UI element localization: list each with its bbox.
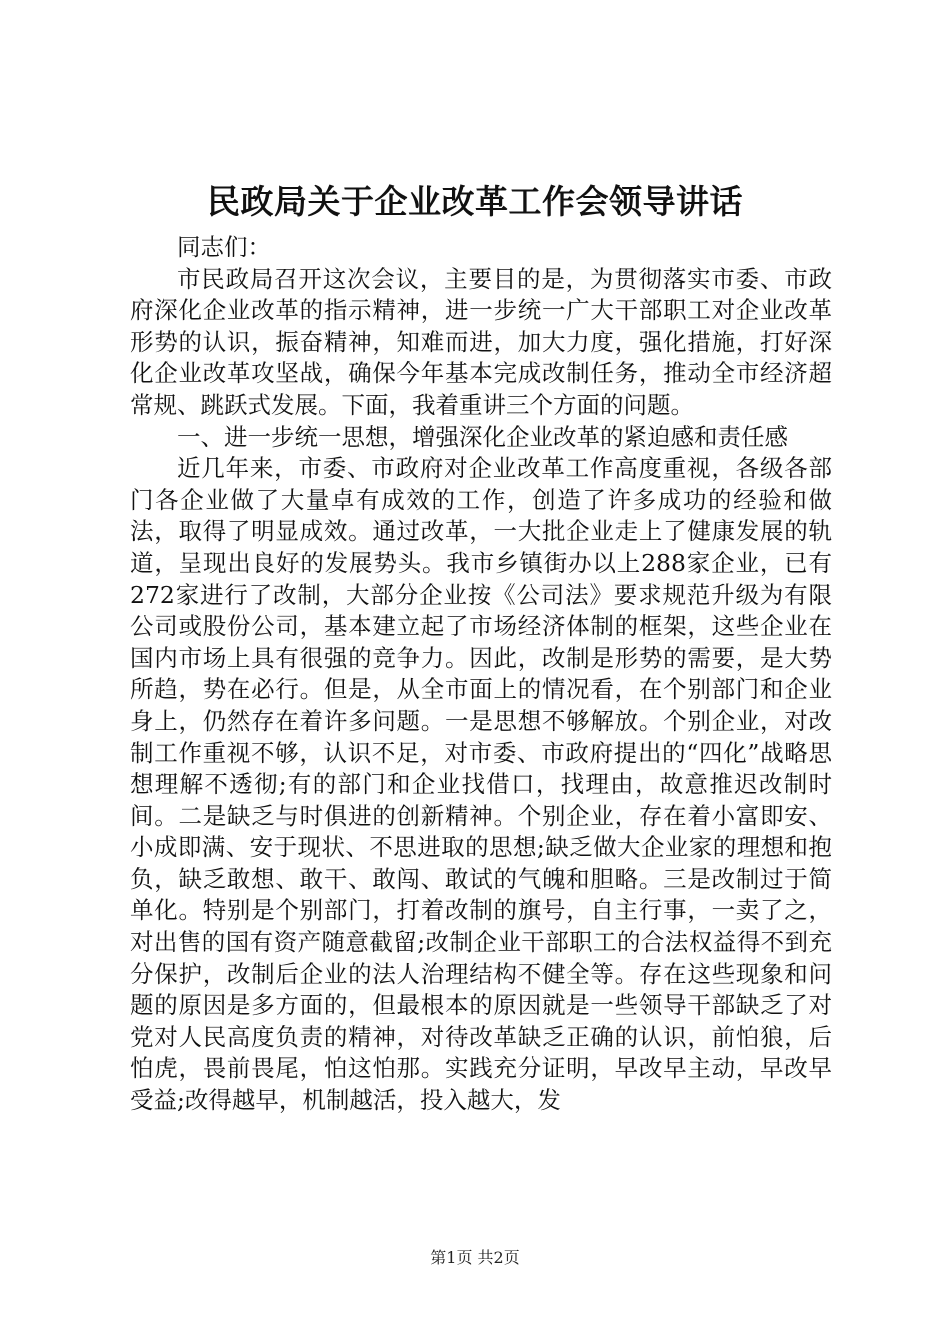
section-heading-1: 一、进一步统一思想，增强深化企业改革的紧迫感和责任感 [177,422,788,451]
body-paragraph: 近几年来，市委、市政府对企业改革工作高度重视，各级各部门各企业做了大量卓有成效的工作，创造了许多成功的经验和做法，取得了明显成效。通过改革，一大批企业走上了健康发展的轨道，呈现出良好的发展势头。我市乡镇街办以上288家企业，已有272家进行了改制，大部分企业按《公司法》要求规范升级为有限公司或股份公司，基本建立起了市场经济体制的框架，这些企业在国内市场上具有很强的竞争力。因此，改制是形势的需要，是大势所趋，势在必行。但是，从全市面上的情况看，在个别部门和企业身上，仍然存在着许多问题。一是思想不够解放。个别企业，对改制工作重视不够，认识不足，对市委、市政府提出的“四化”战略思想理解不透彻;有的部门和企业找借口，找理由，故意推迟改制时间。二是缺乏与时俱进的创新精神。个别企业，存在着小富即安、小成即满、安于现状、不思进取的思想;缺乏做大企业家的理想和抱负，缺乏敢想、敢干、敢闯、敢试的气魄和胆略。三是改制过于简单化。特别是个别部门，打着改制的旗号，自主行事，一卖了之，对出售的国有资产随意截留;改制企业干部职工的合法权益得不到充分保护，改制后企业的法人治理结构不健全等。存在这些现象和问题的原因是多方面的，但最根本的原因就是一些领导干部缺乏了对党对人民高度负责的精神，对待改革缺乏正确的认识，前怕狼，后怕虎，畏前畏尾，怕这怕那。实践充分证明，早改早主动，早改早受益;改得越早，机制越活，投入越大，发 [130,454,832,1115]
document-title: 民政局关于企业改革工作会领导讲话 [207,182,743,221]
intro-paragraph: 市民政局召开这次会议，主要目的是，为贯彻落实市委、市政府深化企业改革的指示精神，进一步统一广大干部职工对企业改革形势的认识，振奋精神，知难而进，加大力度，强化措施，打好深化企业改革攻坚战，确保今年基本完成改制任务，推动全市经济超常规、跳跃式发展。下面，我着重讲三个方面的问题。 [130,264,832,419]
page-number-footer: 第1页 共2页 [430,1248,520,1267]
document-body [130,232,832,1117]
salutation-paragraph: 同志们： [177,233,271,261]
